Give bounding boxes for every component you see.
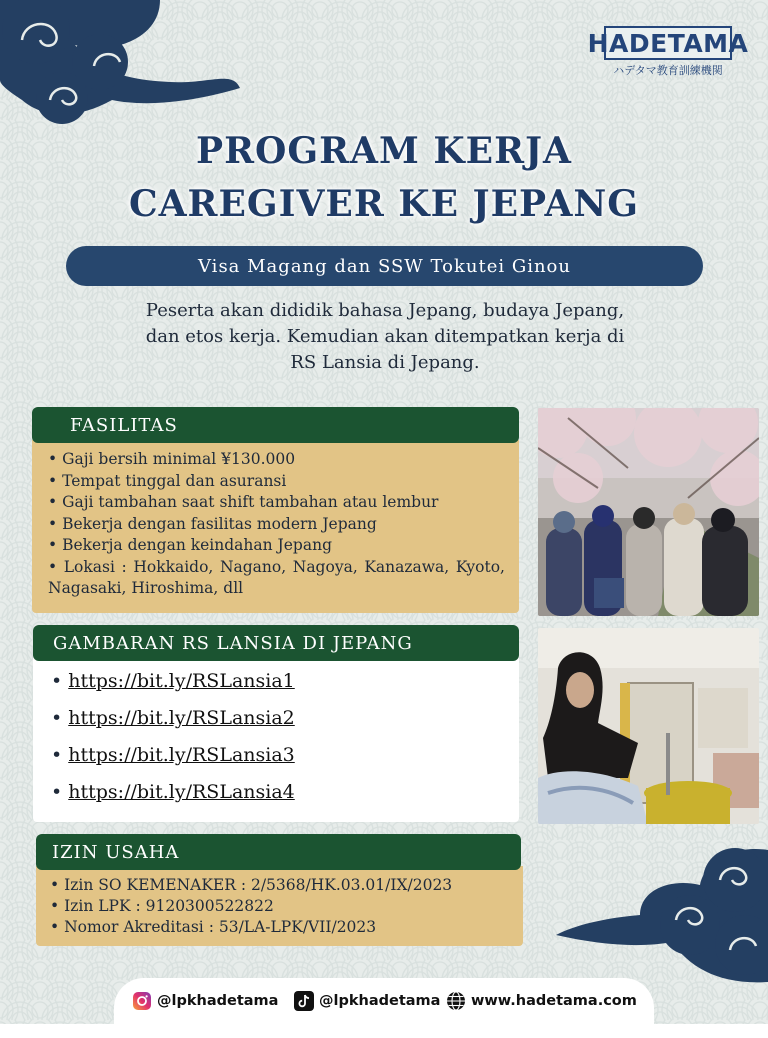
visa-label: Visa Magang dan SSW Tokutei Ginou bbox=[198, 255, 571, 277]
list-item: • Gaji bersih minimal ¥130.000 bbox=[48, 449, 505, 471]
link-rslansia3[interactable]: https://bit.ly/RSLansia3 bbox=[68, 744, 295, 766]
intro-line: dan etos kerja. Kemudian akan ditempatkan kerja di bbox=[145, 326, 625, 347]
page-title-line1: PROGRAM KERJA bbox=[196, 130, 572, 172]
photo-caregiver-hospital bbox=[538, 628, 759, 824]
link-rslansia4[interactable]: https://bit.ly/RSLansia4 bbox=[68, 781, 295, 803]
link-rslansia1[interactable]: https://bit.ly/RSLansia1 bbox=[68, 670, 295, 692]
website-link[interactable] bbox=[446, 991, 637, 1011]
instagram-text: @lpkhadetama bbox=[157, 993, 279, 1009]
list-item: • Bekerja dengan keindahan Jepang bbox=[48, 535, 505, 557]
list-item: • Bekerja dengan fasilitas modern Jepang bbox=[48, 514, 505, 536]
link-item[interactable] bbox=[51, 700, 519, 737]
fasilitas-card bbox=[32, 440, 519, 613]
section-title: FASILITAS bbox=[70, 414, 178, 436]
gambaran-header bbox=[33, 625, 519, 661]
list-item: • Tempat tinggal dan asuransi bbox=[48, 471, 505, 493]
list-item: • Izin LPK : 9120300522822 bbox=[50, 896, 511, 917]
tiktok-icon bbox=[294, 991, 314, 1011]
list-item: • Nomor Akreditasi : 53/LA-LPK/VII/2023 bbox=[50, 917, 511, 938]
link-rslansia2[interactable]: https://bit.ly/RSLansia2 bbox=[68, 707, 295, 729]
link-item[interactable] bbox=[51, 774, 519, 811]
list-item: • Izin SO KEMENAKER : 2/5368/HK.03.01/IX/2023 bbox=[50, 875, 511, 896]
intro-line: RS Lansia di Jepang. bbox=[290, 352, 480, 373]
section-title: GAMBARAN RS LANSIA DI JEPANG bbox=[53, 632, 413, 654]
logo-subtitle: ハデタマ教育訓練機関 bbox=[613, 64, 723, 77]
photo-group-cherry-blossom bbox=[538, 408, 759, 616]
list-item: • Lokasi : Hokkaido, Nagano, Nagoya, Kanazawa, Kyoto, Nagasaki, Hiroshima, dll bbox=[48, 557, 505, 600]
link-item[interactable] bbox=[51, 663, 519, 700]
page-title-line2: CAREGIVER KE JEPANG bbox=[128, 183, 640, 225]
fasilitas-header bbox=[32, 407, 519, 443]
hadetama-logo bbox=[587, 26, 749, 60]
instagram-icon bbox=[132, 991, 152, 1011]
logo-text: HADETAMA bbox=[587, 28, 749, 58]
tiktok-handle[interactable] bbox=[294, 991, 440, 1011]
intro-text bbox=[90, 298, 680, 376]
tiktok-text: @lpkhadetama bbox=[319, 993, 441, 1009]
website-text: www.hadetama.com bbox=[471, 993, 637, 1009]
list-item: • Gaji tambahan saat shift tambahan atau lembur bbox=[48, 492, 505, 514]
gambaran-card bbox=[33, 655, 519, 822]
izin-card bbox=[36, 866, 523, 946]
globe-icon bbox=[446, 991, 466, 1011]
izin-header bbox=[36, 834, 521, 870]
visa-banner bbox=[66, 246, 703, 286]
link-item[interactable] bbox=[51, 737, 519, 774]
intro-line: Peserta akan dididik bahasa Jepang, budaya Jepang, bbox=[145, 300, 625, 321]
instagram-handle[interactable] bbox=[132, 991, 278, 1011]
section-title: IZIN USAHA bbox=[52, 841, 180, 863]
